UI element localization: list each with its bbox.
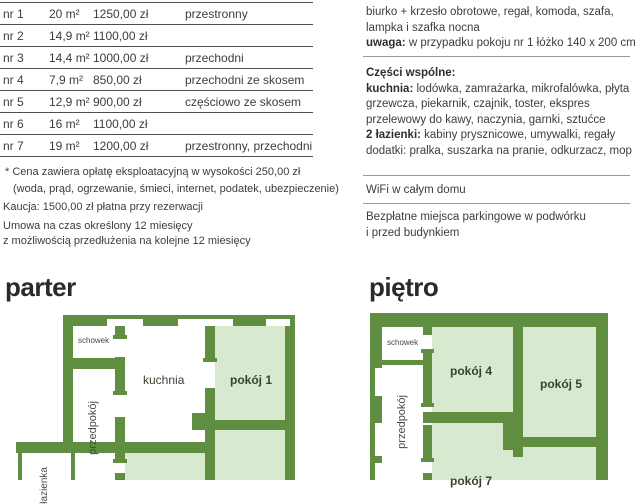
kitchen-text: lodówka, zamrażarka, mikrofalówka, płyta grzewcza, piekarnik, czajnik, toster, ekspres przelewowy do kawy, naczynia, garnki, sztućce xyxy=(366,82,630,126)
pietro-przedpokoj-label: przedpokój xyxy=(396,395,408,449)
wall xyxy=(423,325,432,335)
room-desc: przechodni ze skosem xyxy=(185,72,305,87)
door-nub xyxy=(421,458,434,462)
room-number: nr 6 xyxy=(3,116,24,131)
common-areas-title: Części wspólne: xyxy=(366,67,456,79)
pietro-pokoj7-label: pokój 7 xyxy=(450,474,493,488)
room-desc: częściowo ze skosem xyxy=(185,94,302,109)
parter-przedpokoj-label: przedpokój xyxy=(87,401,99,455)
window xyxy=(375,463,382,480)
pietro-pokoj5-label: pokój 5 xyxy=(540,377,583,391)
wall xyxy=(370,313,608,327)
room-size: 20 m² xyxy=(49,6,80,21)
room-size: 14,9 m² xyxy=(49,28,90,43)
room-desc: przestronny, przechodni xyxy=(185,138,313,153)
wifi-text: WiFi w całym domu xyxy=(366,184,466,196)
table-row xyxy=(0,47,313,69)
note-text: w przypadku pokoju nr 1 łóżko 140 x 200 cm xyxy=(405,37,636,49)
door-nub xyxy=(513,447,523,457)
table-row xyxy=(0,113,313,135)
room-size: 16 m² xyxy=(49,116,80,131)
wall xyxy=(115,357,125,391)
parking-block xyxy=(366,210,632,241)
divider xyxy=(363,175,630,176)
door-nub xyxy=(421,403,434,407)
wifi-line xyxy=(366,183,632,199)
price-footnote-line2: (woda, prąd, ogrzewanie, śmieci, internet, podatek, ubezpieczenie) xyxy=(13,183,339,195)
table-row xyxy=(0,91,313,113)
table-row xyxy=(0,25,313,47)
room-price-table xyxy=(0,2,313,157)
pietro-pokoj4-label: pokój 4 xyxy=(450,364,493,378)
room-size: 12,9 m² xyxy=(49,94,90,109)
wall xyxy=(423,425,432,458)
wall xyxy=(115,417,125,459)
parter-kuchnia-label: kuchnia xyxy=(143,373,185,387)
wall xyxy=(423,473,432,480)
door-nub xyxy=(421,349,434,353)
window xyxy=(370,463,375,480)
room-number: nr 2 xyxy=(3,28,24,43)
kitchen-equipment xyxy=(366,82,638,129)
parking-line2: i przed budynkiem xyxy=(366,226,460,239)
parter-title: parter xyxy=(5,272,76,302)
wall xyxy=(382,360,427,365)
window xyxy=(370,368,375,396)
window xyxy=(178,315,233,319)
wall xyxy=(515,437,596,447)
divider xyxy=(363,56,630,57)
room-desc: przestronny xyxy=(185,6,248,21)
table-row xyxy=(0,3,313,25)
furniture-block xyxy=(366,5,636,52)
room-price: 1200,00 zł xyxy=(93,138,149,153)
pietro-floorplan xyxy=(370,313,632,488)
wall xyxy=(205,326,215,358)
wall xyxy=(115,473,125,480)
room-price: 1100,00 zł xyxy=(93,116,148,131)
parter-floorplan xyxy=(16,313,298,504)
room-price: 1250,00 zł xyxy=(93,6,149,21)
room1-note xyxy=(366,36,636,52)
common-areas-block xyxy=(366,66,638,159)
window xyxy=(375,423,382,456)
window xyxy=(107,315,143,319)
wall xyxy=(513,327,523,412)
note-label: uwaga: xyxy=(366,37,406,49)
contract-note-line1: Umowa na czas określony 12 miesięcy xyxy=(3,220,193,232)
room-size: 14,4 m² xyxy=(49,50,90,65)
door-nub xyxy=(203,358,217,362)
window xyxy=(370,423,375,456)
price-footnote-line1: * Cena zawiera opłatę eksploatacyjną w wysokości 250,00 zł xyxy=(5,166,301,178)
kitchen-label: kuchnia: xyxy=(366,82,414,95)
window xyxy=(107,319,143,326)
window xyxy=(266,315,290,319)
wall xyxy=(197,420,285,430)
wall xyxy=(596,313,608,480)
bathrooms-label: 2 łazienki: xyxy=(366,129,421,141)
window xyxy=(18,453,22,480)
room-number: nr 7 xyxy=(3,138,24,153)
room-price: 1100,00 zł xyxy=(93,28,148,43)
table-row xyxy=(0,69,313,91)
wall xyxy=(423,353,432,403)
window xyxy=(266,319,290,326)
pietro-title: piętro xyxy=(369,272,439,302)
bathrooms-line xyxy=(366,128,638,144)
divider xyxy=(363,203,630,204)
deposit-note: Kaucja: 1500,00 zł płatna przy rezerwacji xyxy=(3,201,203,213)
extras-line: dodatki: pralka, suszarka na pranie, odkurzacz, mop xyxy=(366,144,632,157)
window xyxy=(375,368,382,396)
parter-room-below-kuchnia xyxy=(125,453,205,480)
room-number: nr 5 xyxy=(3,94,24,109)
parter-porch-label: łazienka xyxy=(39,467,50,504)
parking-line1: Bezpłatne miejsca parkingowe w podwórku xyxy=(366,211,586,223)
door-nub xyxy=(113,391,127,395)
room-size: 7,9 m² xyxy=(49,72,84,87)
room-desc: przechodni xyxy=(185,50,244,65)
wall xyxy=(63,315,73,443)
room-price: 850,00 zł xyxy=(93,72,142,87)
pietro-schowek-label: schowek xyxy=(387,338,419,347)
parter-room-below-pokoj1 xyxy=(215,430,285,480)
bathrooms-text: kabiny prysznicowe, umywalki, regały xyxy=(420,129,616,141)
door-nub xyxy=(113,335,127,339)
parter-schowek-label: schowek xyxy=(78,336,110,345)
contract-note-line2: z możliwością przedłużenia na kolejne 12 miesięcy xyxy=(3,235,251,247)
window xyxy=(71,453,75,480)
door-nub xyxy=(113,459,127,463)
room-number: nr 4 xyxy=(3,72,24,87)
room-number: nr 1 xyxy=(3,6,24,21)
furniture-line2: lampka i szafka nocna xyxy=(366,21,480,34)
room-price: 1000,00 zł xyxy=(93,50,149,65)
wall xyxy=(423,412,513,423)
window xyxy=(178,319,233,326)
wall xyxy=(205,388,215,480)
furniture-line1: biurko + krzesło obrotowe, regał, komoda, szafa, xyxy=(366,6,614,18)
wall xyxy=(16,442,207,453)
table-row xyxy=(0,135,313,157)
wall xyxy=(285,315,295,480)
parter-pokoj1-label: pokój 1 xyxy=(230,373,273,387)
room-price: 900,00 zł xyxy=(93,94,142,109)
room-number: nr 3 xyxy=(3,50,24,65)
room-size: 19 m² xyxy=(49,138,80,153)
wall xyxy=(115,326,125,335)
